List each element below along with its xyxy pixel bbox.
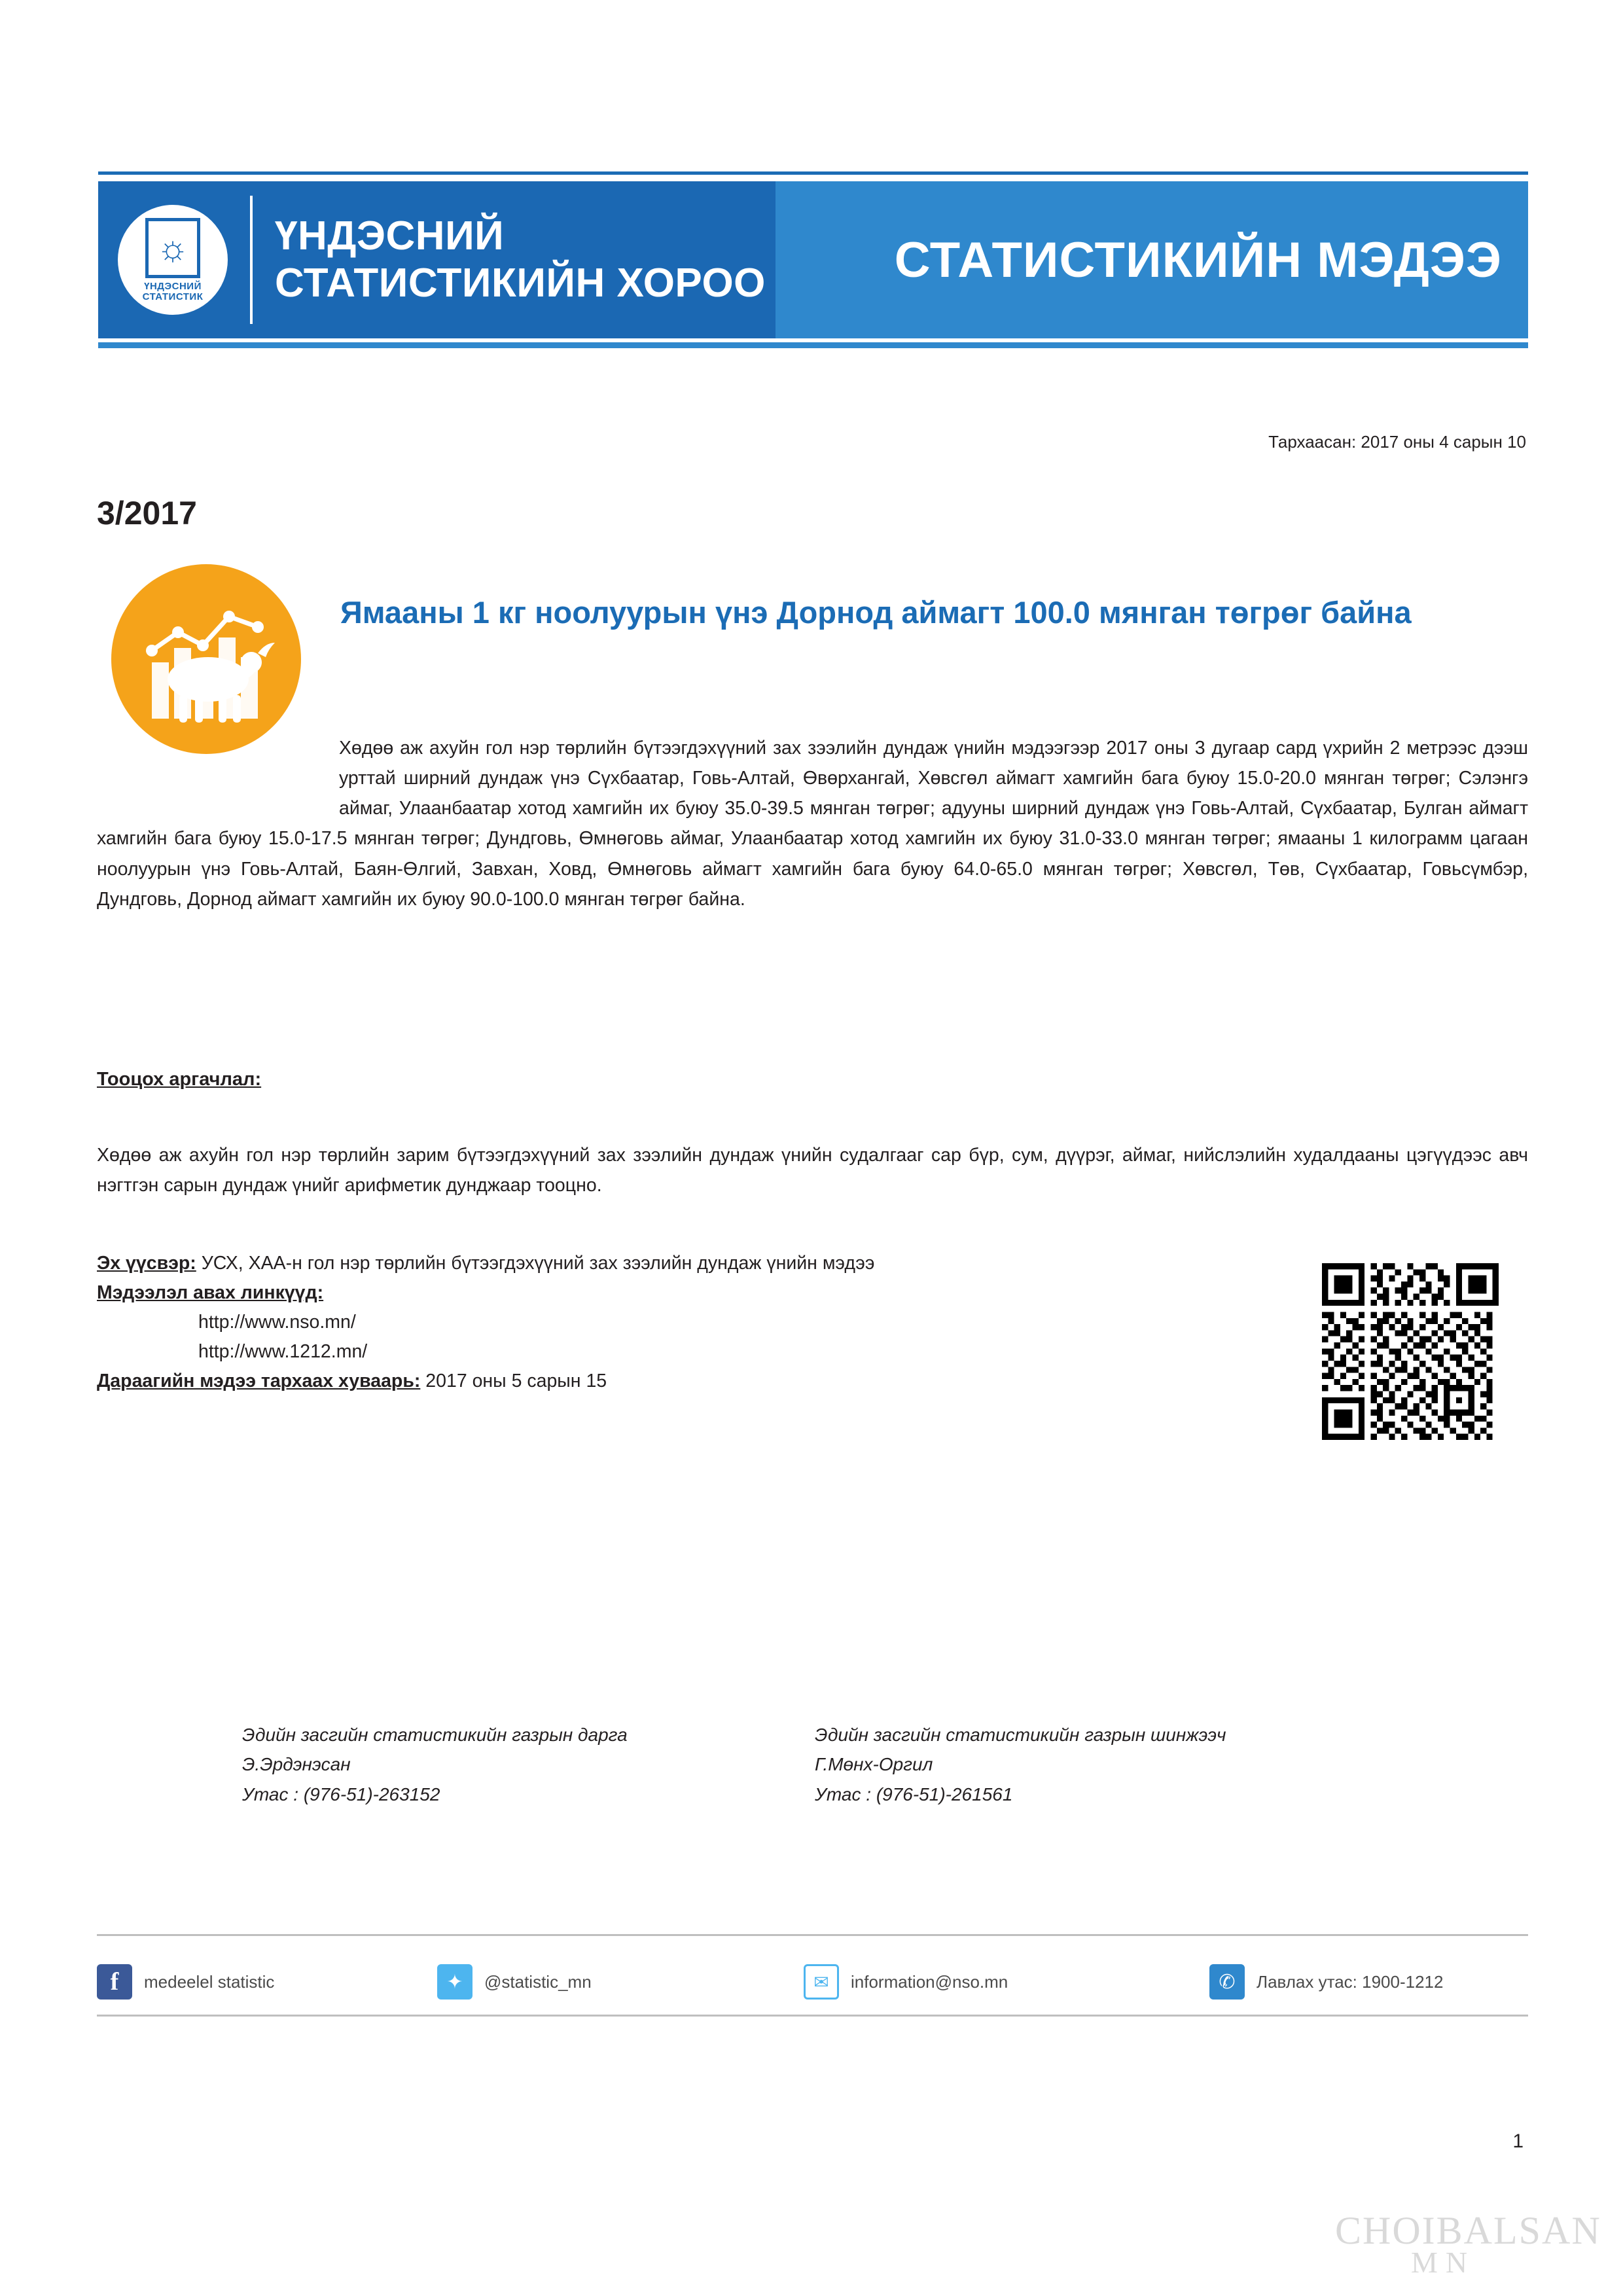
article-body-text: Хөдөө аж ахуйн гол нэр төрлийн бүтээгдэхүүний зах зээлийн дундаж үнийн мэдээгээр 2017 оны 3 дугаар сард үхрийн 2 метрээс дээш урттай ширний дундаж үнэ Сүхбаатар, Говь-Алтай, Өвөрхангай, Хөвсгөл аймагт хамгийн бага буюу 15.0-20.0 мянган төгрөг; Сэлэнгэ аймаг, Улаанбаатар хотод хамгийн их буюу 35.0-39.5 мянган төгрөг; адууны ширний дундаж үнэ Говь-Алтай, Сүхбаатар, Булган аймагт хамгийн бага буюу 15.0-17.5 мянган төгрөг; Дундговь, Өмнөговь аймаг, Улаанбаатар хотод хамгийн их буюу 31.0-33.0 мянган төгрөг; ямааны 1 килограмм цагаан ноолуурын үнэ Говь-Алтай, Баян-Өлгий, Завхан, Ховд, Өмнөговь аймагт хамгийн бага буюу 64.0-65.0 мянган төгрөг; Хөвсгөл, Төв, Сүхбаатар, Говьсүмбэр, Дундговь, Дорнод аймагт хамгийн их буюу 90.0-100.0 мянган төгрөг байна. bbox=[97, 738, 1528, 910]
issue-number: 3/2017 bbox=[97, 495, 197, 531]
twitter-icon: ✦ bbox=[437, 1964, 473, 2000]
footer-bottom-divider bbox=[97, 2015, 1528, 2017]
signature-right bbox=[815, 1720, 1404, 1809]
next-release-value: 2017 оны 5 сарын 15 bbox=[425, 1371, 607, 1392]
header-title-block bbox=[776, 181, 1528, 338]
methodology-text: Хөдөө аж ахуйн гол нэр төрлийн зарим бүтээгдэхүүний зах зээлийн дундаж үнийн судалгааг сар бүр, сум, дүүрэг, аймаг, нийслэлийн худалдааны цэгүүдээс авч нэгтгэн сарын дундаж үнийг арифметик дунджаар тооцно. bbox=[97, 1145, 1528, 1196]
body-indent-shim bbox=[97, 733, 339, 797]
links-label: Мэдээлэл авах линкүүд: bbox=[97, 1282, 324, 1304]
footer-phone[interactable] bbox=[1209, 1964, 1524, 2000]
next-release-label: Дараагийн мэдээ тархаах хуваарь: bbox=[97, 1371, 421, 1392]
soyombo-icon: ☼ bbox=[156, 228, 189, 268]
source-value: УСХ, ХАА-н гол нэр төрлийн бүтээгдэхүүний зах зээлийн дундаж үнийн мэдээ bbox=[201, 1253, 875, 1274]
next-release-line bbox=[97, 1367, 1294, 1396]
release-date: Тархаасан: 2017 оны 4 сарын 10 bbox=[1268, 432, 1526, 452]
article-headline: Ямааны 1 кг ноолуурын үнэ Дорнод аймагт 100.0 мянган төгрөг байна bbox=[340, 595, 1412, 630]
logo-caption-line2: СТАТИСТИК bbox=[142, 291, 204, 302]
header-bottom-rule bbox=[98, 342, 1528, 348]
signature-left-phone: Утас : (976-51)-263152 bbox=[242, 1784, 440, 1804]
watermark-line1: CHOIBALSAN bbox=[1335, 2208, 1601, 2252]
methodology-title: Тооцох аргачлал: bbox=[97, 1069, 262, 1090]
signature-right-name: Г.Мөнх-Оргил bbox=[815, 1754, 933, 1775]
footer-facebook-label: medeelel statistic bbox=[144, 1971, 275, 1992]
header-top-rule bbox=[98, 171, 1528, 175]
signature-right-role: Эдийн засгийн статистикийн газрын шинжээч bbox=[815, 1725, 1226, 1745]
phone-icon: ✆ bbox=[1209, 1964, 1245, 2000]
footer-facebook[interactable] bbox=[97, 1964, 437, 2000]
signature-left-name: Э.Эрдэнэсан bbox=[242, 1754, 351, 1775]
footer-email-label: information@nso.mn bbox=[851, 1971, 1008, 1992]
link-1212[interactable]: http://www.1212.mn/ bbox=[198, 1341, 368, 1363]
organization-name-line2: СТАТИСТИКИЙН ХОРОО bbox=[275, 260, 766, 306]
source-label: Эх үүсвэр: bbox=[97, 1253, 196, 1274]
links-label-line bbox=[97, 1278, 1294, 1308]
signature-right-phone: Утас : (976-51)-261561 bbox=[815, 1784, 1013, 1804]
link-nso[interactable]: http://www.nso.mn/ bbox=[198, 1312, 356, 1333]
document-header bbox=[98, 171, 1528, 348]
watermark-line2: MN bbox=[1410, 2245, 1476, 2279]
page-number: 1 bbox=[1512, 2130, 1524, 2152]
footer-twitter[interactable] bbox=[437, 1964, 804, 2000]
article-body bbox=[97, 733, 1528, 914]
header-bar bbox=[98, 181, 1528, 338]
meta-block bbox=[97, 1249, 1294, 1396]
nso-logo bbox=[118, 205, 228, 315]
links-list bbox=[97, 1308, 1294, 1367]
footer-contacts bbox=[97, 1954, 1528, 2010]
footer-email[interactable] bbox=[804, 1964, 1209, 2000]
watermark bbox=[1335, 2208, 1601, 2279]
header-divider bbox=[250, 196, 253, 324]
signature-left bbox=[242, 1720, 746, 1809]
signature-left-role: Эдийн засгийн статистикийн газрын дарга bbox=[242, 1725, 628, 1745]
footer-phone-label: Лавлах утас: 1900-1212 bbox=[1257, 1971, 1444, 1992]
logo-caption bbox=[143, 281, 204, 302]
source-line bbox=[97, 1249, 1294, 1278]
qr-code[interactable] bbox=[1322, 1263, 1499, 1440]
organization-name-line1: ҮНДЭСНИЙ bbox=[275, 213, 505, 259]
footer-twitter-label: @statistic_mn bbox=[484, 1971, 592, 1992]
logo-emblem-frame bbox=[145, 218, 200, 278]
footer-top-divider bbox=[97, 1934, 1528, 1936]
page-title: СТАТИСТИКИЙН МЭДЭЭ bbox=[894, 232, 1502, 288]
facebook-icon: f bbox=[97, 1964, 132, 2000]
header-brand-block bbox=[98, 181, 776, 338]
logo-caption-line1: ҮНДЭСНИЙ bbox=[144, 280, 202, 292]
organization-name bbox=[275, 213, 766, 307]
livestock-chart-icon bbox=[111, 564, 301, 754]
mail-icon: ✉ bbox=[804, 1964, 839, 2000]
